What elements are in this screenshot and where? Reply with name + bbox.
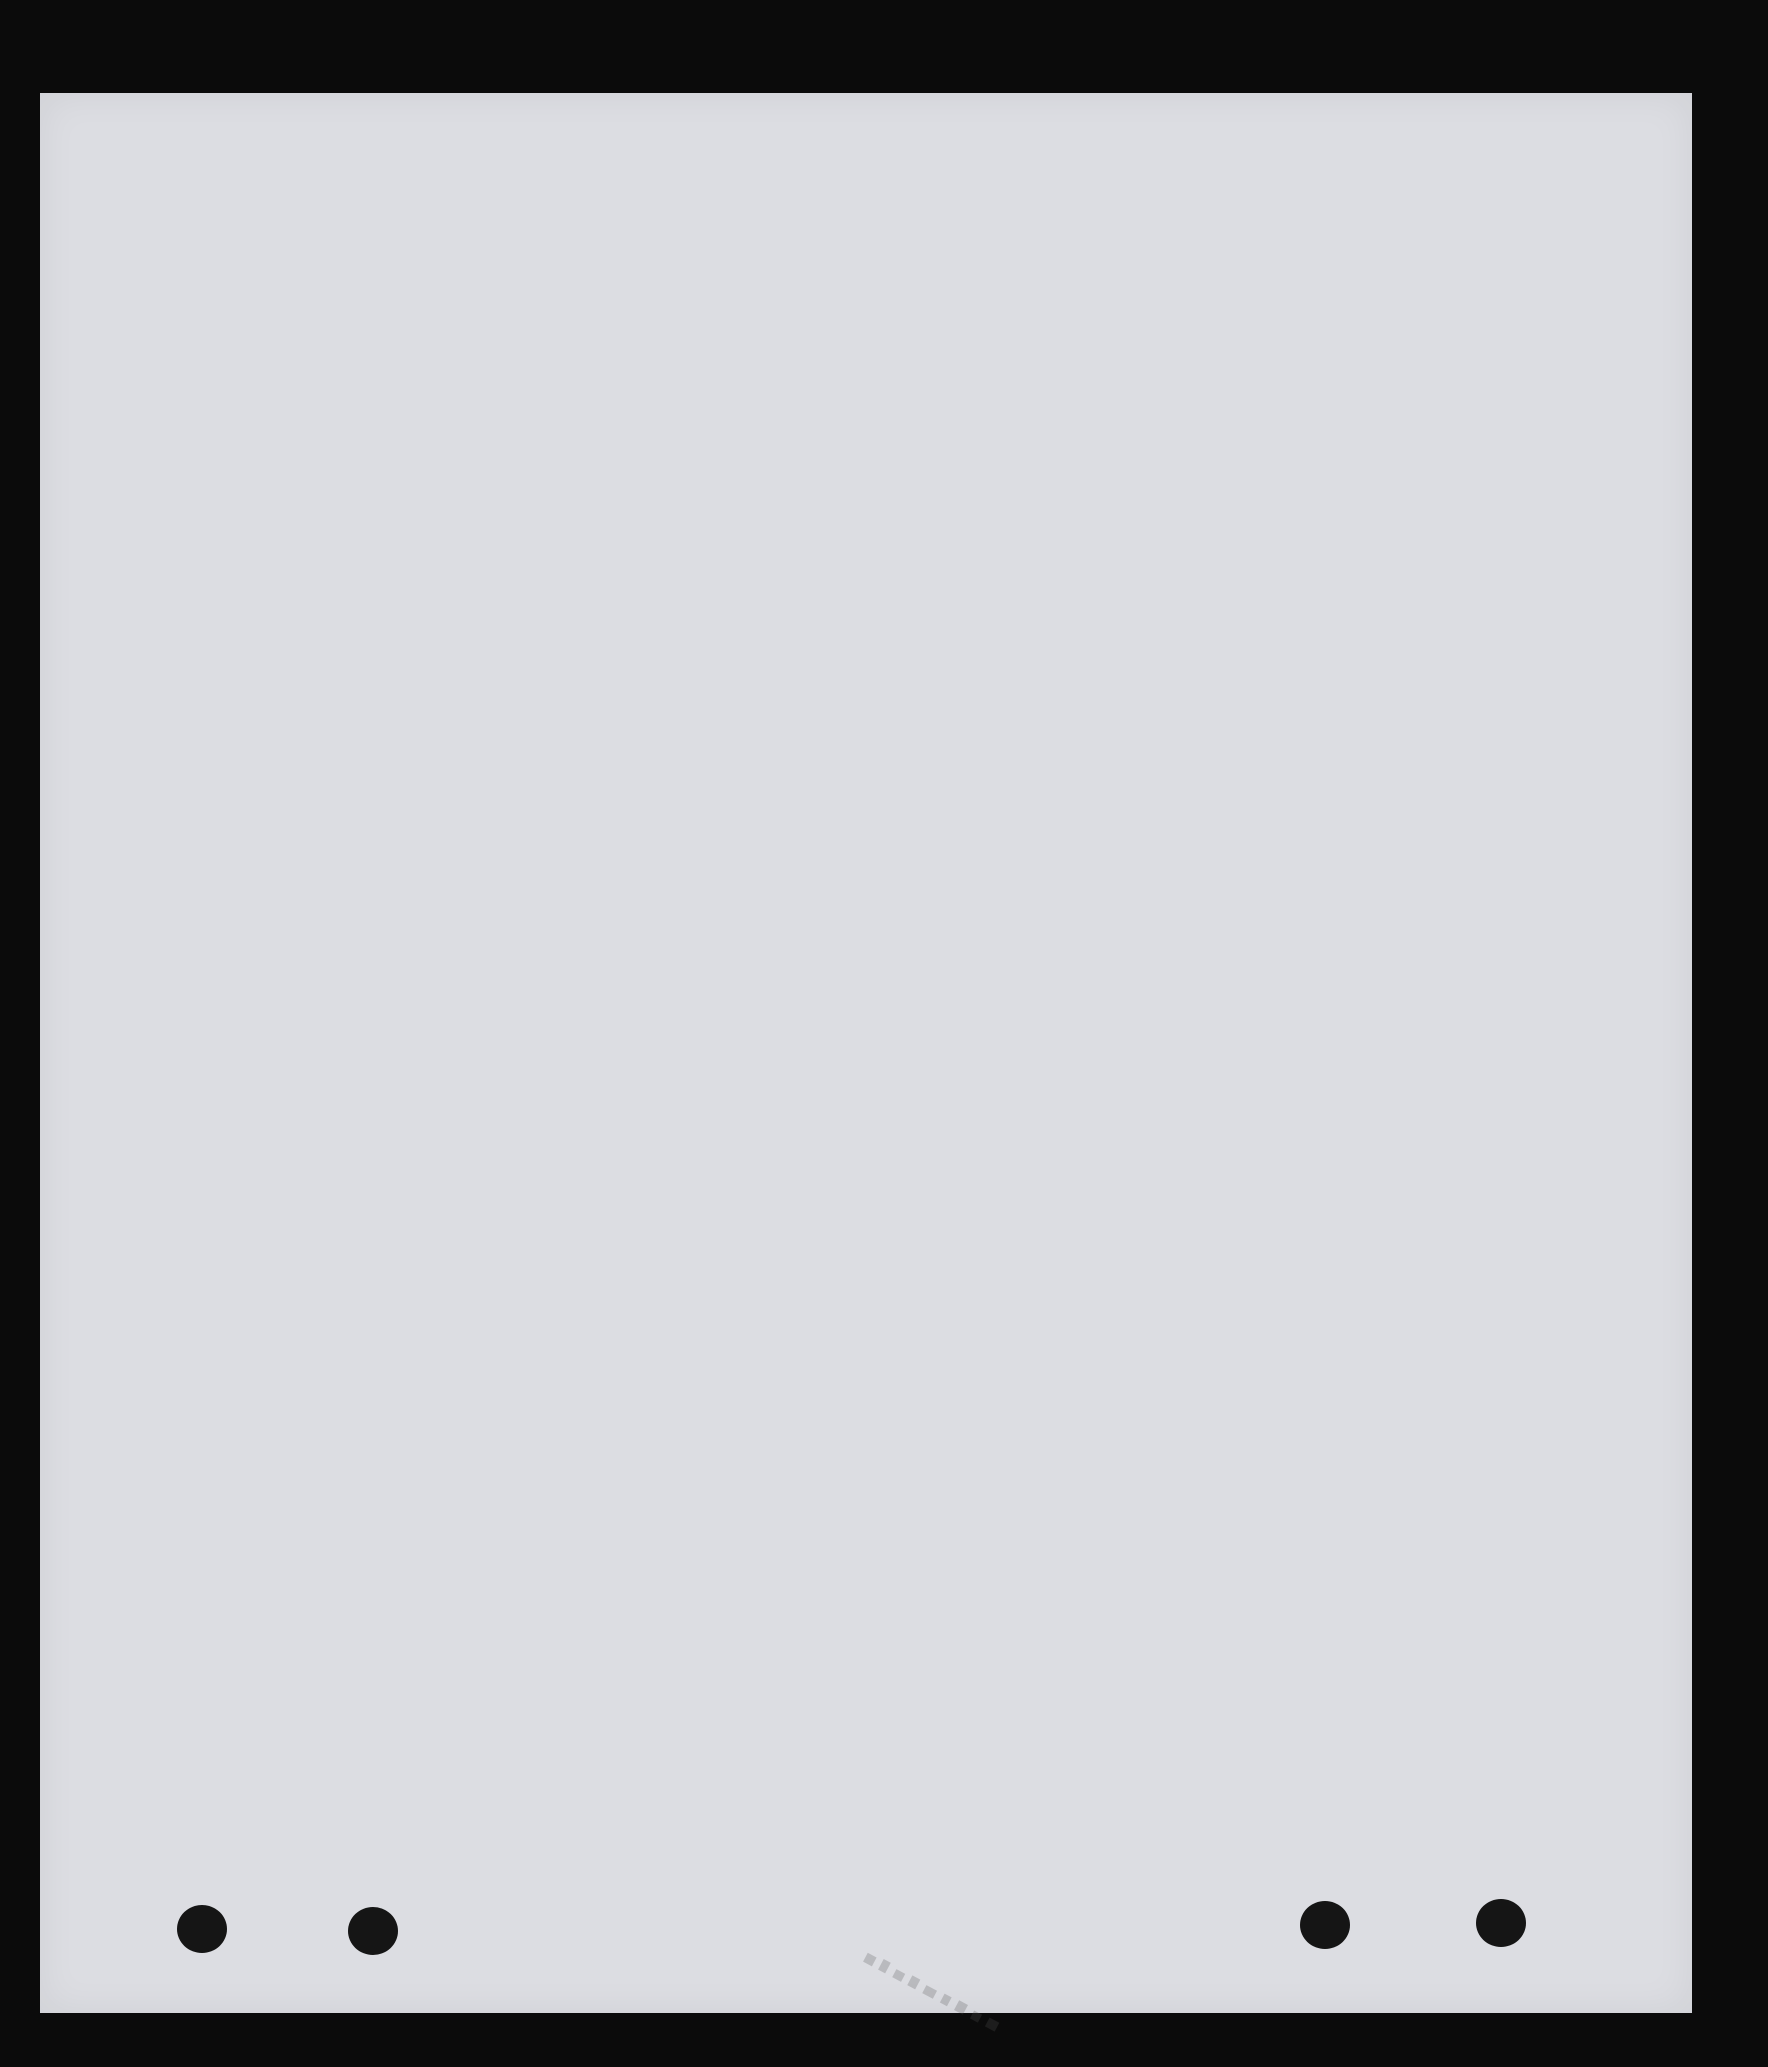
punch-hole (1476, 1899, 1526, 1947)
punch-hole (348, 1907, 398, 1955)
document-page (40, 93, 1692, 2013)
punch-hole (177, 1905, 227, 1953)
faint-stamp-mark (851, 1938, 1029, 2058)
punch-hole (1300, 1901, 1350, 1949)
note-paragraph (190, 823, 1558, 853)
